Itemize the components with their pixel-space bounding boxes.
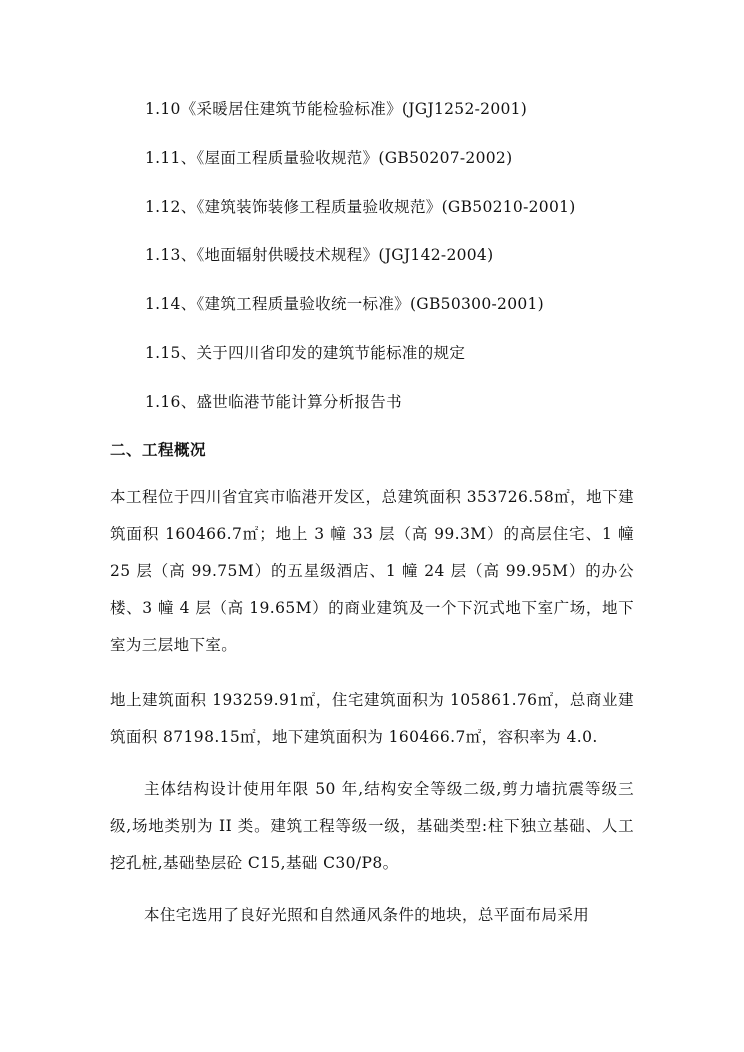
paragraph-structure: 主体结构设计使用年限 50 年,结构安全等级二级,剪力墙抗震等级三级,场地类别为 II 类。建筑工程等级一级，基础类型:柱下独立基础、人工挖孔桩,基础垫层砼 C15,基础 C30/P8。 <box>110 780 634 872</box>
reference-item: 1.10《采暖居住建筑节能检验标准》(JGJ1252-2001) <box>145 100 528 118</box>
section-heading: 二、工程概况 <box>110 441 207 459</box>
paragraph-layout: 本住宅选用了良好光照和自然通风条件的地块，总平面布局采用 <box>144 906 590 924</box>
reference-item: 1.12、《建筑装饰装修工程质量验收规范》(GB50210-2001) <box>145 198 576 216</box>
reference-item: 1.11、《屋面工程质量验收规范》(GB50207-2002) <box>145 149 513 167</box>
reference-item: 1.14、《建筑工程质量验收统一标准》(GB50300-2001) <box>145 295 545 313</box>
reference-item: 1.13、《地面辐射供暖技术规程》(JGJ142-2004) <box>145 246 494 264</box>
reference-item: 1.16、盛世临港节能计算分析报告书 <box>145 393 402 411</box>
paragraph-project-location: 本工程位于四川省宜宾市临港开发区，总建筑面积 353726.58㎡，地下建筑面积 160466.7㎡；地上 3 幢 33 层（高 99.3M）的高层住宅、1 幢 25 层（高 99.75M）的五星级酒店、1 幢 24 层（高 99.95M）的办公楼、3 幢 4 层（高 19.65M）的商业建筑及一个下沉式地下室广场，地下室为三层地下室。 <box>110 488 634 654</box>
paragraph-building-areas: 地上建筑面积 193259.91㎡，住宅建筑面积为 105861.76㎡，总商业建筑面积 87198.15㎡，地下建筑面积为 160466.7㎡，容积率为 4.0. <box>110 691 634 746</box>
reference-item: 1.15、关于四川省印发的建筑节能标准的规定 <box>145 344 466 362</box>
